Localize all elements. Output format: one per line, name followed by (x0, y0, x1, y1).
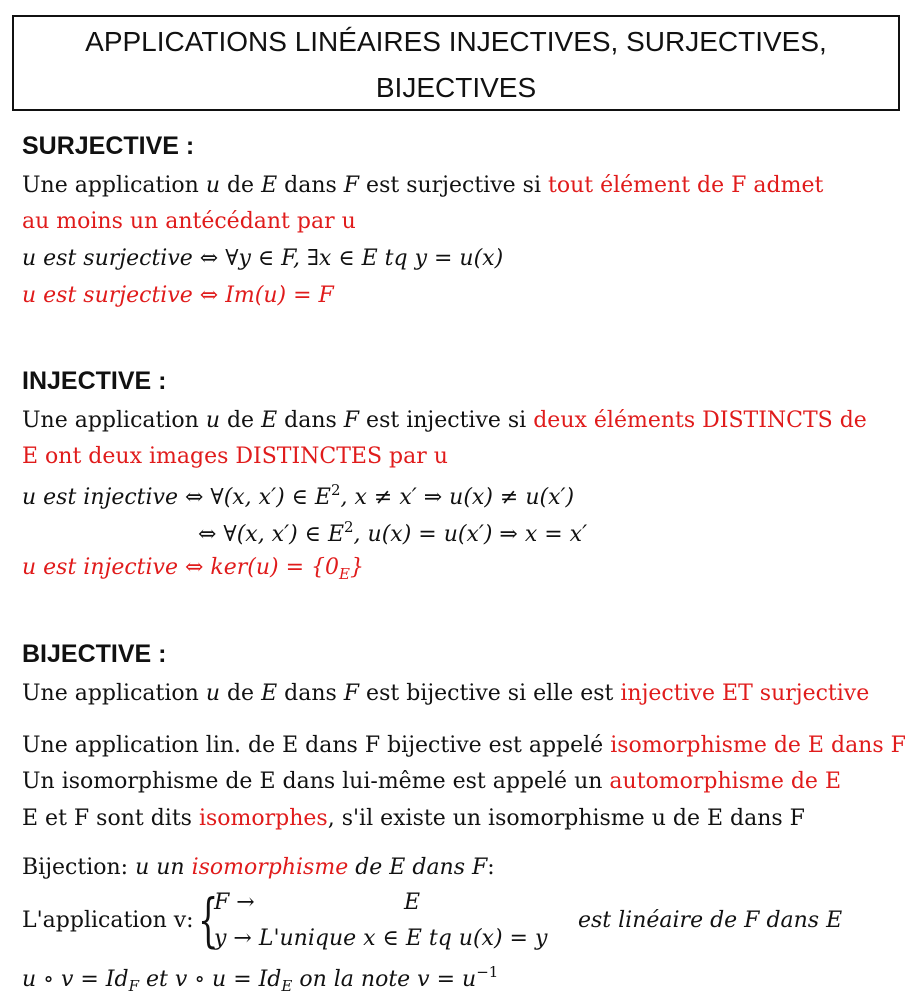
injective-formula-1-sup: 2 (331, 481, 341, 499)
symbol-u: u (205, 173, 220, 198)
bijective-definition (22, 681, 869, 706)
injective-def-prefix: Une application (22, 408, 206, 433)
symbol-f: F (343, 408, 360, 433)
isomorphes-suffix: , s'il existe un isomorphisme u de E dans F (327, 806, 805, 831)
injective-formula-2 (198, 518, 587, 547)
injective-definition-line-1 (22, 408, 867, 433)
surjective-formula-1: u est surjective ⇔ ∀y ∈ F, ∃x ∈ E tq y = u(x) (22, 246, 504, 271)
automorphisme-red: automorphisme de E (609, 769, 842, 794)
bijective-def-prefix: Une application (22, 681, 206, 706)
inverse-row-1-right: E (404, 890, 421, 915)
automorphisme-prefix: Un isomorphisme de E dans lui-même est appelé un (22, 769, 610, 794)
application-v-label: L'application v: (22, 908, 194, 933)
inverse-row-2: y → L'unique x ∈ E tq u(x) = y (214, 926, 548, 951)
identity-sup: −1 (476, 963, 499, 981)
surjective-de: de (219, 173, 262, 198)
title-line-1: APPLICATIONS LINÉAIRES INJECTIVES, SURJECTIVES, (85, 26, 827, 57)
surjective-heading: SURJECTIVE : (22, 132, 195, 160)
surjective-formula-2: u est surjective ⇔ Im(u) = F (22, 283, 334, 308)
symbol-u: u (205, 408, 220, 433)
bijective-de: de (219, 681, 262, 706)
surjective-def-red-2: au moins un antécédant par u (22, 209, 356, 234)
bijection-line (22, 855, 495, 880)
title-box (12, 15, 900, 111)
bijection-suffix: de E dans F (348, 855, 488, 880)
identity-a: u ∘ v = Id (22, 967, 129, 992)
injective-formula-3a: u est injective ⇔ ker(u) = {0 (22, 555, 340, 580)
injective-heading: INJECTIVE : (22, 367, 167, 395)
inverse-identity-line (22, 963, 498, 995)
brace: { (198, 886, 219, 954)
injective-formula-3-sub: E (339, 565, 350, 583)
injective-def-red-2: E ont deux images DISTINCTES par u (22, 444, 448, 469)
isomorphes-red: isomorphes (198, 806, 328, 831)
bijective-def-red: injective ET surjective (620, 681, 870, 706)
bijection-colon: : (487, 855, 495, 880)
inverse-linear-note: est linéaire de F dans E (578, 908, 843, 933)
automorphisme-line (22, 769, 841, 794)
surjective-def-mid: est surjective si (359, 173, 548, 198)
symbol-e: E (261, 173, 278, 198)
injective-def-red-1: deux éléments DISTINCTS de (533, 408, 867, 433)
bijection-prefix: Bijection: (22, 855, 136, 880)
symbol-u: u (205, 681, 220, 706)
symbol-f: F (343, 681, 360, 706)
surjective-def-prefix: Une application (22, 173, 206, 198)
injective-formula-1b: , x ≠ x′ ⇒ u(x) ≠ u(x′) (340, 485, 575, 510)
isomorphisme-red: isomorphisme de E dans F (610, 733, 906, 758)
inverse-row-1-left: F → (214, 890, 255, 915)
injective-formula-1 (22, 481, 574, 510)
injective-def-mid: est injective si (359, 408, 534, 433)
bijective-heading: BIJECTIVE : (22, 640, 167, 668)
identity-c: on la note v = u (292, 967, 477, 992)
surjective-dans: dans (277, 173, 344, 198)
isomorphisme-prefix: Une application lin. de E dans F bijective est appelé (22, 733, 611, 758)
isomorphes-line (22, 806, 805, 831)
symbol-e: E (261, 681, 278, 706)
surjective-def-red-1: tout élément de F admet (547, 173, 824, 198)
isomorphes-prefix: E et F sont dits (22, 806, 199, 831)
injective-dans: dans (277, 408, 344, 433)
injective-formula-2-sup: 2 (344, 518, 354, 536)
isomorphisme-line (22, 733, 906, 758)
injective-formula-3 (22, 555, 364, 583)
injective-formula-3b: } (350, 555, 364, 580)
injective-formula-2a: ⇔ ∀(x, x′) ∈ E (198, 522, 344, 547)
bijective-def-mid: est bijective si elle est (359, 681, 621, 706)
surjective-definition-line-1 (22, 173, 823, 198)
identity-sub-e: E (281, 977, 293, 995)
bijection-u: u un (135, 855, 192, 880)
title-line-2: BIJECTIVES (375, 72, 537, 103)
injective-formula-2b: , u(x) = u(x′) ⇒ x = x′ (353, 522, 588, 547)
symbol-e: E (261, 408, 278, 433)
identity-sub-f: F (128, 977, 139, 995)
identity-b: et v ∘ u = Id (138, 967, 282, 992)
bijection-red: isomorphisme (191, 855, 349, 880)
injective-formula-1a: u est injective ⇔ ∀(x, x′) ∈ E (22, 485, 331, 510)
symbol-f: F (343, 173, 360, 198)
bijective-dans: dans (277, 681, 344, 706)
injective-de: de (219, 408, 262, 433)
